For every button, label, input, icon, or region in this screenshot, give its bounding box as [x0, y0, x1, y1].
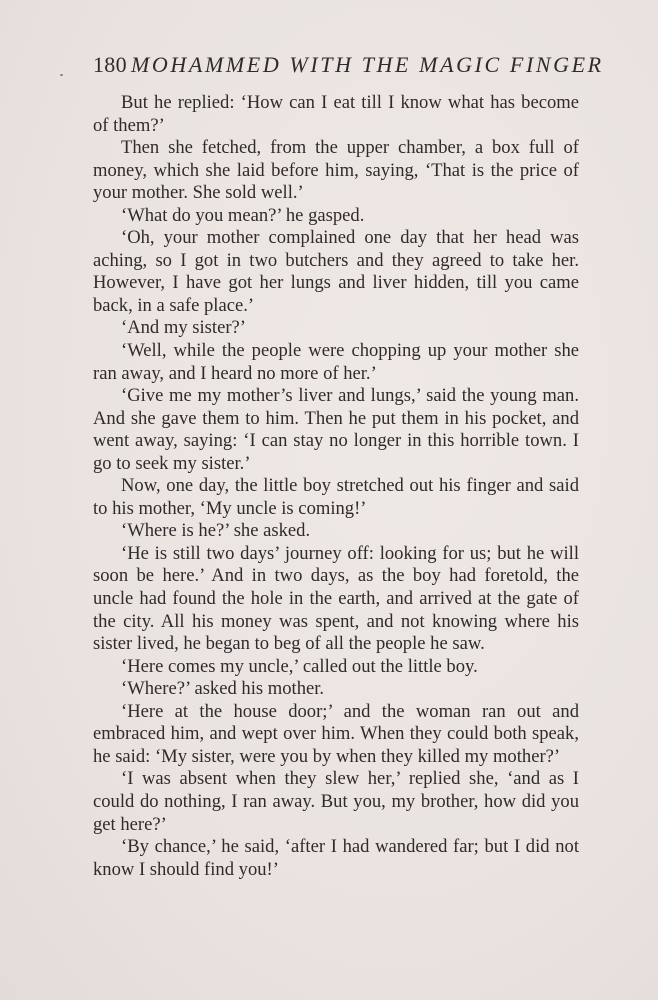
paragraph: ‘Where is he?’ she asked. — [121, 520, 311, 542]
paragraph: ‘By chance,’ he said, ‘after I had wandered far; but I did not know I should find you!’ — [93, 836, 579, 880]
margin-mark — [60, 74, 63, 76]
paragraph: But he replied: ‘How can I eat till I know what has become of them?’ — [93, 92, 579, 136]
paragraph: ‘What do you mean?’ he gasped. — [121, 204, 365, 226]
page-header — [93, 52, 604, 84]
paragraph: Then she fetched, from the upper chamber, a box full of money, which she laid before him, saying, ‘That is the price of your mother. She sold well.’ — [93, 137, 579, 204]
paragraph: ‘Oh, your mother complained one day that her head was aching, so I got in two butchers and they agreed to take her. However, I have got her lungs and liver hidden, till you came back, in a safe place.’ — [93, 227, 579, 316]
paragraph: ‘And my sister?’ — [121, 317, 246, 339]
paragraph: ‘I was absent when they slew her,’ replied she, ‘and as I could do nothing, I ran away. But you, my brother, how did you get here?’ — [93, 768, 579, 835]
paragraph: Now, one day, the little boy stretched out his finger and said to his mother, ‘My uncle is coming!’ — [93, 475, 579, 519]
paragraph: ‘Well, while the people were chopping up your mother she ran away, and I heard no more of her.’ — [93, 340, 579, 384]
paragraph: ‘Here comes my uncle,’ called out the little boy. — [121, 655, 478, 677]
body-text — [93, 92, 579, 881]
paragraph: ‘Give me my mother’s liver and lungs,’ said the young man. And she gave them to him. Then he put them in his pocket, and went away, saying: ‘I can stay no longer in this horrible town. I go to seek my sister.’ — [93, 385, 579, 474]
page-number: 180 — [93, 52, 127, 77]
paragraph: ‘He is still two days’ journey off: looking for us; but he will soon be here.’ And in two days, as the boy had foretold, the uncle had found the hole in the earth, and arrived at the gate of the city. All his money was spent, and not knowing where his sister lived, he began to beg of all the people he saw. — [93, 542, 579, 655]
paragraph: ‘Where?’ asked his mother. — [121, 678, 325, 700]
paragraph: ‘Here at the house door;’ and the woman ran out and embraced him, and wept over him. When they could both speak, he said: ‘My sister, were you by when they killed my mother?’ — [93, 700, 579, 767]
running-title: MOHAMMED WITH THE MAGIC FINGER — [131, 52, 604, 77]
